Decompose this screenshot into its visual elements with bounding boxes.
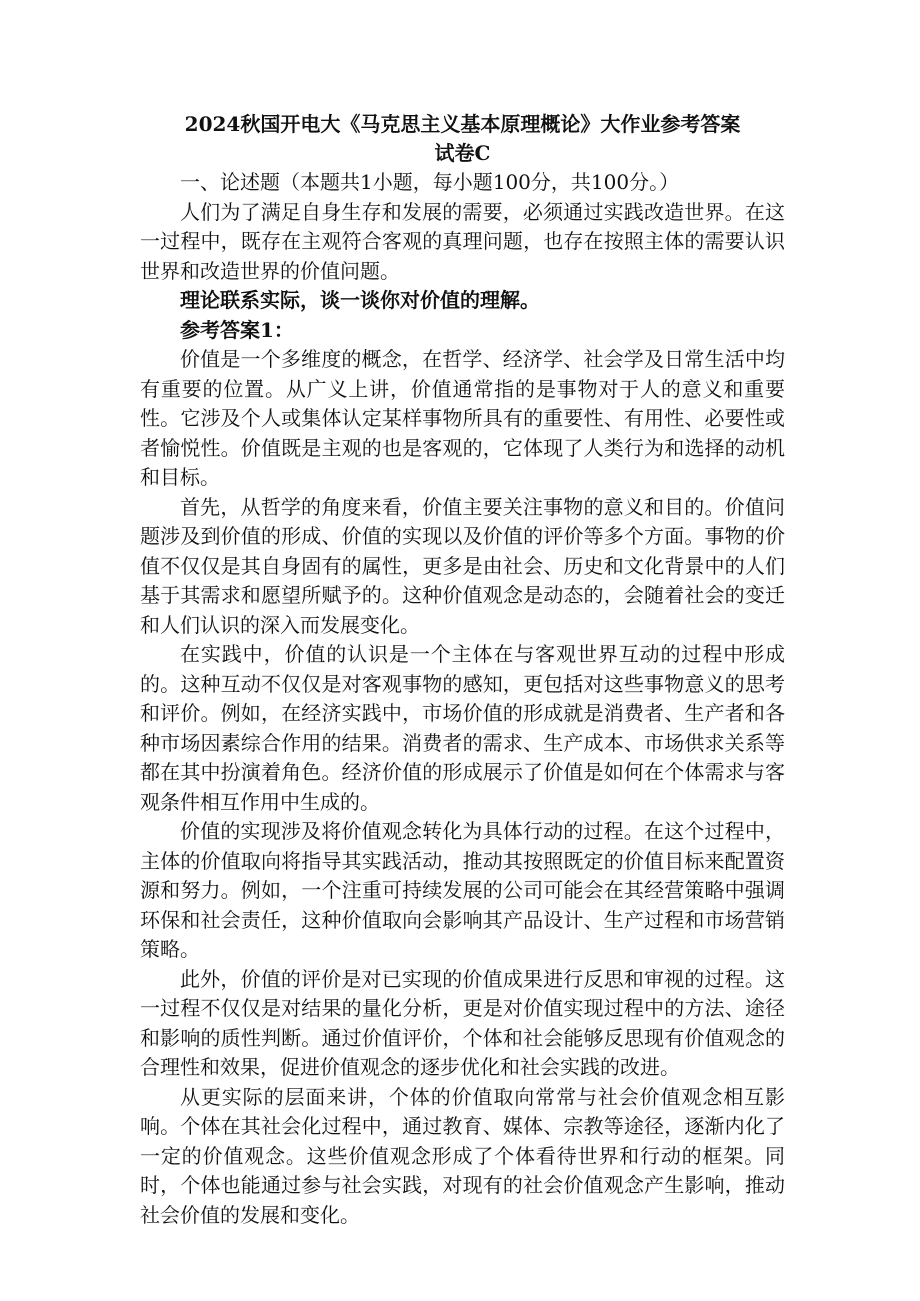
document-title: 2024秋国开电大《马克思主义基本原理概论》大作业参考答案 [184,112,741,136]
answer-label: 参考答案1： [180,317,294,342]
answer-paragraph: 价值的实现涉及将价值观念转化为具体行动的过程。在这个过程中，主体的价值取向将指导其实践活动，推动其按照既定的价值目标来配置资源和努力。例如，一个注重可持续发展的公司可能会在其经营策略中强调环保和社会责任，这种价值取向会影响其产品设计、生产过程和市场营销策略。 [140,819,785,961]
answer-paragraph: 首先，从哲学的角度来看，价值主要关注事物的意义和目的。价值问题涉及到价值的形成、价值的实现以及价值的评价等多个方面。事物的价值不仅仅是其自身固有的属性，更多是由社会、历史和文化背景中的人们基于其需求和愿望所赋予的。这种价值观念是动态的，会随着社会的变迁和人们认识的深入而发展变化。 [140,494,785,637]
document-body [140,110,785,1230]
question-text: 人们为了满足自身生存和发展的需要，必须通过实践改造世界。在这一过程中，既存在主观符合客观的真理问题，也存在按照主体的需要认识世界和改造世界的价值问题。 [140,199,785,283]
question-prompt: 理论联系实际，谈一谈你对价值的理解。 [180,288,540,312]
answer-paragraph: 从更实际的层面来讲，个体的价值取向常常与社会价值观念相互影响。个体在其社会化过程中，通过教育、媒体、宗教等途径，逐渐内化了一定的价值观念。这些价值观念形成了个体看待世界和行动的框架。同时，个体也能通过参与社会实践，对现有的社会价值观念产生影响，推动社会价值的发展和变化。 [140,1084,785,1227]
section-heading: 一、论述题（本题共1小题，每小题100分，共100分。） [180,170,680,194]
answer-paragraph: 在实践中，价值的认识是一个主体在与客观世界互动的过程中形成的。这种互动不仅仅是对客观事物的感知，更包括对这些事物意义的思考和评价。例如，在经济实践中，市场价值的形成就是消费者、生产者和各种市场因素综合作用的结果。消费者的需求、生产成本、市场供求关系等都在其中扮演着角色。经济价值的形成展示了价值是如何在个体需求与客观条件相互作用中生成的。 [140,642,785,814]
document-subtitle: 试卷C [434,141,491,165]
answer-paragraph: 价值是一个多维度的概念，在哲学、经济学、社会学及日常生活中均有重要的位置。从广义上讲，价值通常指的是事物对于人的意义和重要性。它涉及个人或集体认定某样事物所具有的重要性、有用性、必要性或者愉悦性。价值既是主观的也是客观的，它体现了人类行为和选择的动机和目标。 [140,347,785,489]
answer-paragraph: 此外，价值的评价是对已实现的价值成果进行反思和审视的过程。这一过程不仅仅是对结果的量化分析，更是对价值实现过程中的方法、途径和影响的质性判断。通过价值评价，个体和社会能够反思现有价值观念的合理性和效果，促进价值观念的逐步优化和社会实践的改进。 [140,966,785,1079]
